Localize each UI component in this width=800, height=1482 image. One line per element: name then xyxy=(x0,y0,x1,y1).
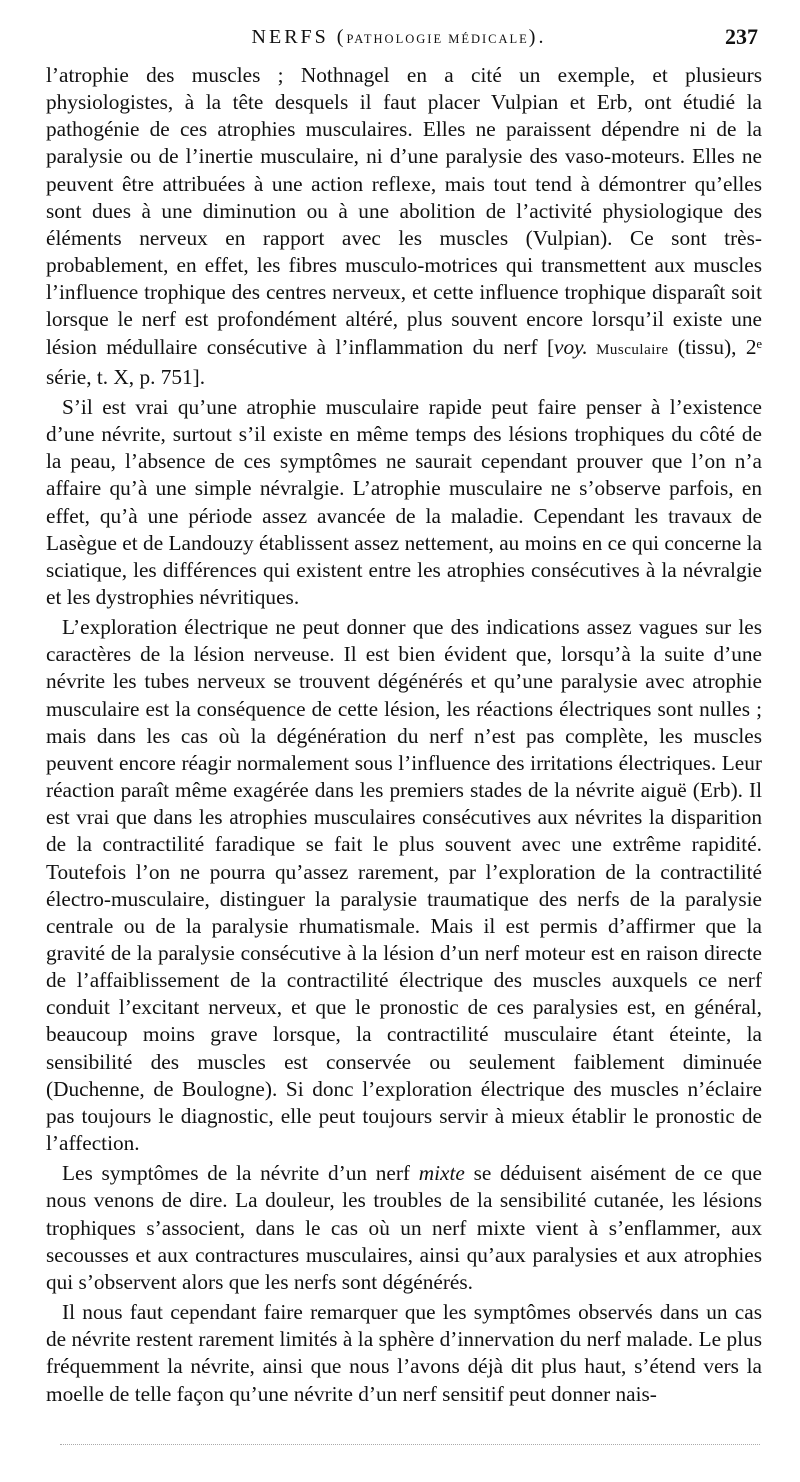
bottom-scan-artifact xyxy=(60,1444,760,1447)
paragraph-4-text: Les symptômes de la névrite d’un nerf xyxy=(62,1161,419,1186)
paragraph-1 xyxy=(46,62,762,391)
paragraph-1-smallcaps: Musculaire xyxy=(587,341,669,358)
paragraph-4 xyxy=(46,1160,762,1296)
page-header xyxy=(40,26,758,60)
paragraph-1-italic: voy. xyxy=(554,334,588,359)
paragraph-5: Il nous faut cependant faire remarquer que les symptômes observés dans un cas de névrite restent rarement limités à la sphère d’innervation du nerf malade. Le plus fréquemment la névrite, ainsi que nous l’avons déjà dit plus haut, s’étend vers la moelle de telle façon qu’une névrite d’un nerf sensitif peut donner nais- xyxy=(46,1300,762,1406)
paragraph-4-italic: mixte xyxy=(418,1161,465,1186)
paragraph-1-text-end: (tissu), 2ᵉ série, t. X, p. 751]. xyxy=(46,334,762,389)
paragraph-3: L’exploration électrique ne peut donner que des indications assez vagues sur les caractères de la lésion nerveuse. Il est bien évident que, lorsqu’à la suite d’une névrite les tubes nerveux se trouvent dégénérés et qu’une paralysie avec atrophie musculaire est la conséquence de cette lésion, les réactions électriques sont nulles ; mais dans les cas où la dégénération du nerf n’est pas complète, les muscles peuvent encore réagir normalement sous l’influence des irritations électriques. Leur réaction paraît même exagérée dans les premiers stades de la névrite aiguë (Erb). Il est vrai que dans les atrophies musculaires consécutives aux névrites la disparition de la contractilité faradique se fait le plus souvent avec une extrême rapidité. Toutefois l’on ne pourra qu’assez rarement, par l’exploration de la contractilité électro-musculaire, distinguer la paralysie traumatique des nerfs de la paralysie centrale ou de la paralysie rhumatismale. Mais il est permis d’affirmer que la gravité de la paralysie consécutive à la lésion d’un nerf moteur est en raison directe de l’affaiblissement de la contractilité électrique des muscles auxquels ce nerf conduit l’excitant nerveux, et que le pronostic de ces paralysies est, en général, beaucoup moins grave lorsque, la contractilité musculaire étant éteinte, la sensibilité des muscles est conservée ou seulement faiblement diminuée (Duchenne, de Boulogne). Si donc l’exploration électrique des muscles n’éclaire pas toujours le diagnostic, elle peut toujours servir à mieux établir le pronostic de l’affection. xyxy=(46,615,762,1156)
paragraph-1-text: l’atrophie des muscles ; Nothnagel en a cité un exemple, et plusieurs physiologistes, à la tête desquels il faut placer Vulpian et Erb, ont étudié la pathogénie de ces atrophies musculaires. Elles ne paraissent dépendre ni de la paralysie ou de l’inertie musculaire, ni d’une paralysie des vaso-moteurs. Elles ne peuvent être attribuées à une action reflexe, mais tout tend à démontrer qu’elles sont dues à une diminution ou à une abolition de l’activité physiologique des éléments nerveux en rapport avec les muscles (Vulpian). Ce sont très-probablement, en effet, les fibres musculo-motrices qui transmettent aux muscles l’influence trophique des centres nerveux, et cette influence trophique disparaît soit lorsque le nerf est profondément altéré, plus souvent encore lorsqu’il existe une lésion médullaire consécutive à l’inflammation du nerf [ xyxy=(46,63,762,359)
running-title-subtitle: PATHOLOGIE MÉDICALE xyxy=(346,32,529,46)
paragraph-2: S’il est vrai qu’une atrophie musculaire rapide peut faire penser à l’existence d’une névrite, surtout s’il existe en même temps des lésions trophiques du côté de la peau, l’absence de ces symptômes ne saurait cependant prouver que l’on n’a affaire qu’à une simple névralgie. L’atrophie musculaire ne s’observe parfois, en effet, qu’à une période assez avancée de la maladie. Cependant les travaux de Lasègue et de Landouzy établissent assez nettement, au moins en ce qui concerne la sciatique, les différences qui existent entre les atrophies consécutives à la névralgie et les dystrophies névritiques. xyxy=(46,394,762,609)
paragraph-4-text-end: se déduisent aisément de ce que nous venons de dire. La douleur, les troubles de la sensibilité cutanée, les lésions trophiques s’associent, dans le cas où un nerf mixte vient à s’enflammer, aux secousses et aux contractures musculaires, ainsi qu’aux paralysies et aux atrophies qui s’observent alors que les nerfs sont dégénérés. xyxy=(46,1161,762,1294)
body-text xyxy=(46,62,762,1408)
page-number: 237 xyxy=(725,24,758,49)
running-title-main: NERFS ( xyxy=(251,26,347,48)
running-title xyxy=(40,26,758,49)
running-title-close: ). xyxy=(528,26,547,48)
